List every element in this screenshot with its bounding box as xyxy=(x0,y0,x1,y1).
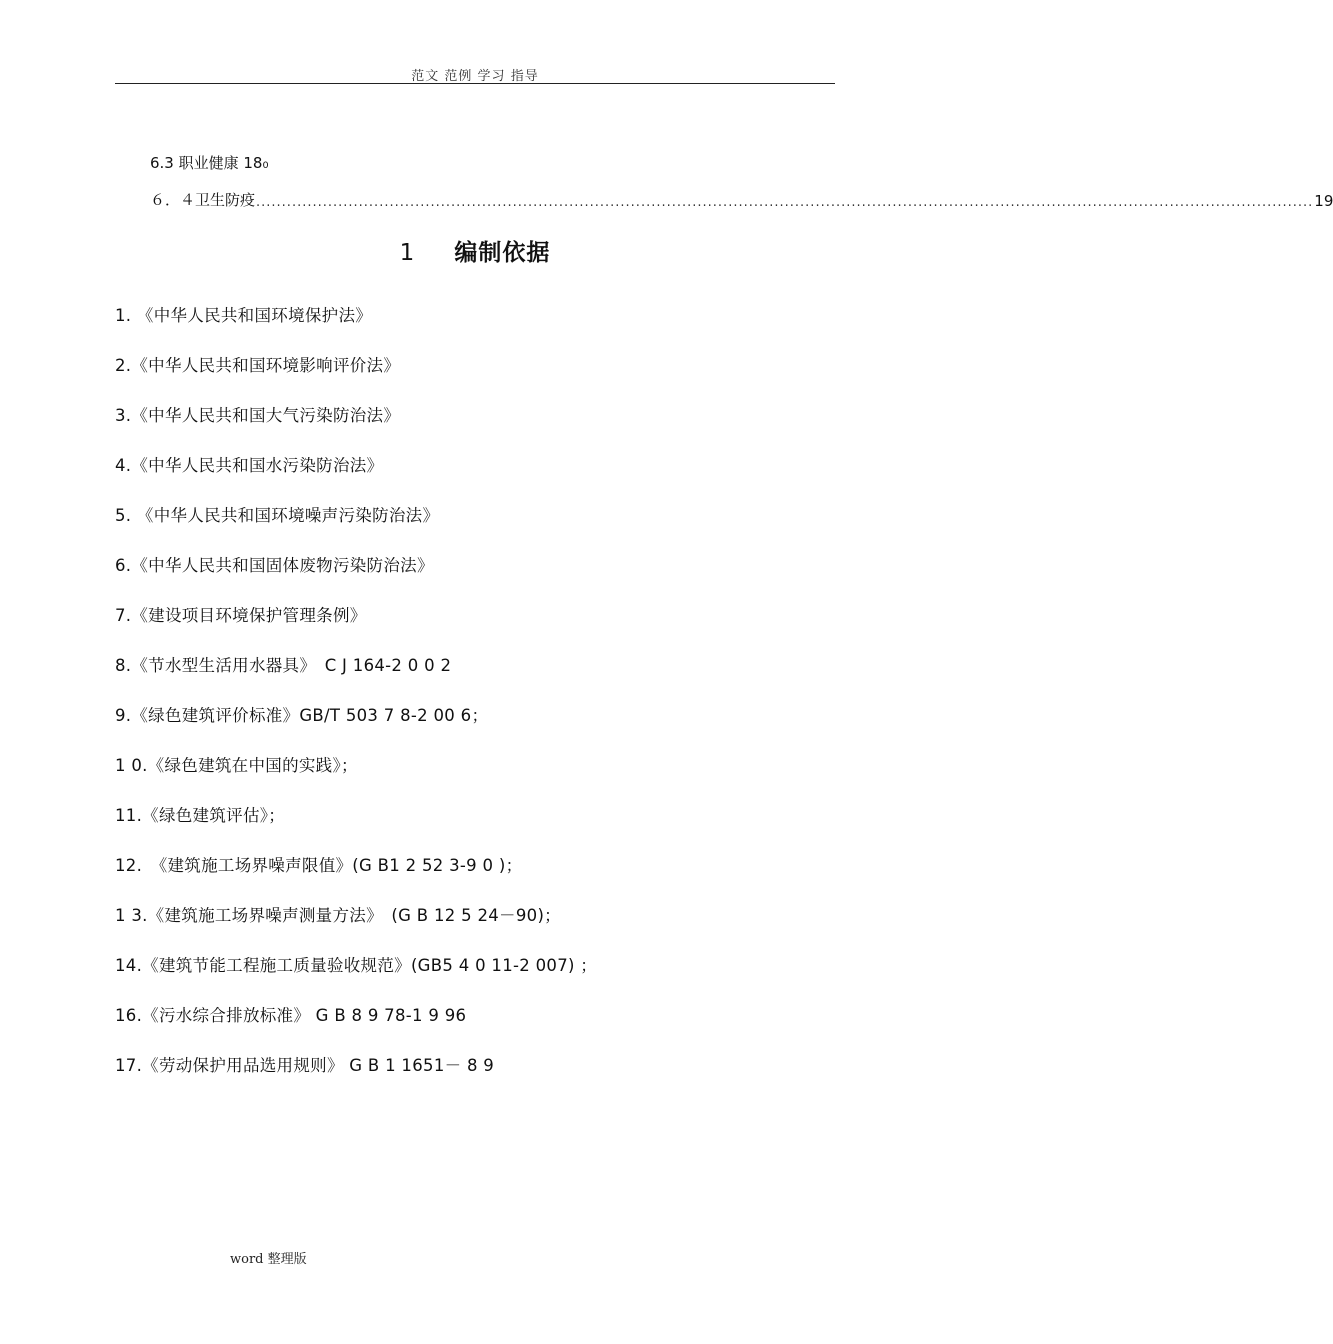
toc-page-number: 19 xyxy=(1314,192,1333,210)
toc-leader-dots: .............................................................................................................................................................................................................. xyxy=(256,195,1314,210)
toc-entry-6-4[interactable] xyxy=(150,189,1333,210)
toc-entry-label: ６．４卫生防疫 xyxy=(150,191,256,209)
reference-list xyxy=(115,303,597,1103)
reference-item: 8.《节水型生活用水器具》 C J 164-2 0 0 2 xyxy=(115,656,452,675)
section-heading xyxy=(0,234,950,267)
reference-item: 6.《中华人民共和国固体废物污染防治法》 xyxy=(115,556,434,575)
reference-item: 14.《建筑节能工程施工质量验收规范》(GB5 4 0 11-2 007) ； xyxy=(115,956,598,975)
section-number: 1 xyxy=(399,240,416,266)
reference-item: 5. 《中华人民共和国环境噪声污染防治法》 xyxy=(115,506,440,525)
reference-item: 1 3.《建筑施工场界噪声测量方法》 (G B 12 5 24－90)； xyxy=(115,906,561,925)
reference-item: 12. 《建筑施工场界噪声限值》(G B1 2 52 3-9 0 )； xyxy=(115,856,523,875)
reference-item: 3.《中华人民共和国大气污染防治法》 xyxy=(115,406,401,425)
reference-item: 9.《绿色建筑评价标准》GB/T 503 7 8-2 00 6； xyxy=(115,706,489,725)
reference-item: 2.《中华人民共和国环境影响评价法》 xyxy=(115,356,401,375)
toc-entry-6-3[interactable] xyxy=(150,152,835,173)
reference-item: 1 0.《绿色建筑在中国的实践》； xyxy=(115,756,358,775)
reference-item: 1. 《中华人民共和国环境保护法》 xyxy=(115,306,373,325)
section-title: 编制依据 xyxy=(454,240,551,266)
header-divider xyxy=(115,83,835,84)
page-header: 范文 范例 学习 指导 xyxy=(411,69,539,84)
page-footer: word 整理版 xyxy=(230,1252,307,1267)
reference-item: 17.《劳动保护用品选用规则》 G B 1 1651－ 8 9 xyxy=(115,1056,495,1075)
toc-entry-label: 6.3 职业健康 18₀ xyxy=(150,154,269,172)
reference-item: 16.《污水综合排放标准》 G B 8 9 78-1 9 96 xyxy=(115,1006,467,1025)
reference-item: 7.《建设项目环境保护管理条例》 xyxy=(115,606,367,625)
reference-item: 4.《中华人民共和国水污染防治法》 xyxy=(115,456,384,475)
reference-item: 11.《绿色建筑评估》； xyxy=(115,806,286,825)
